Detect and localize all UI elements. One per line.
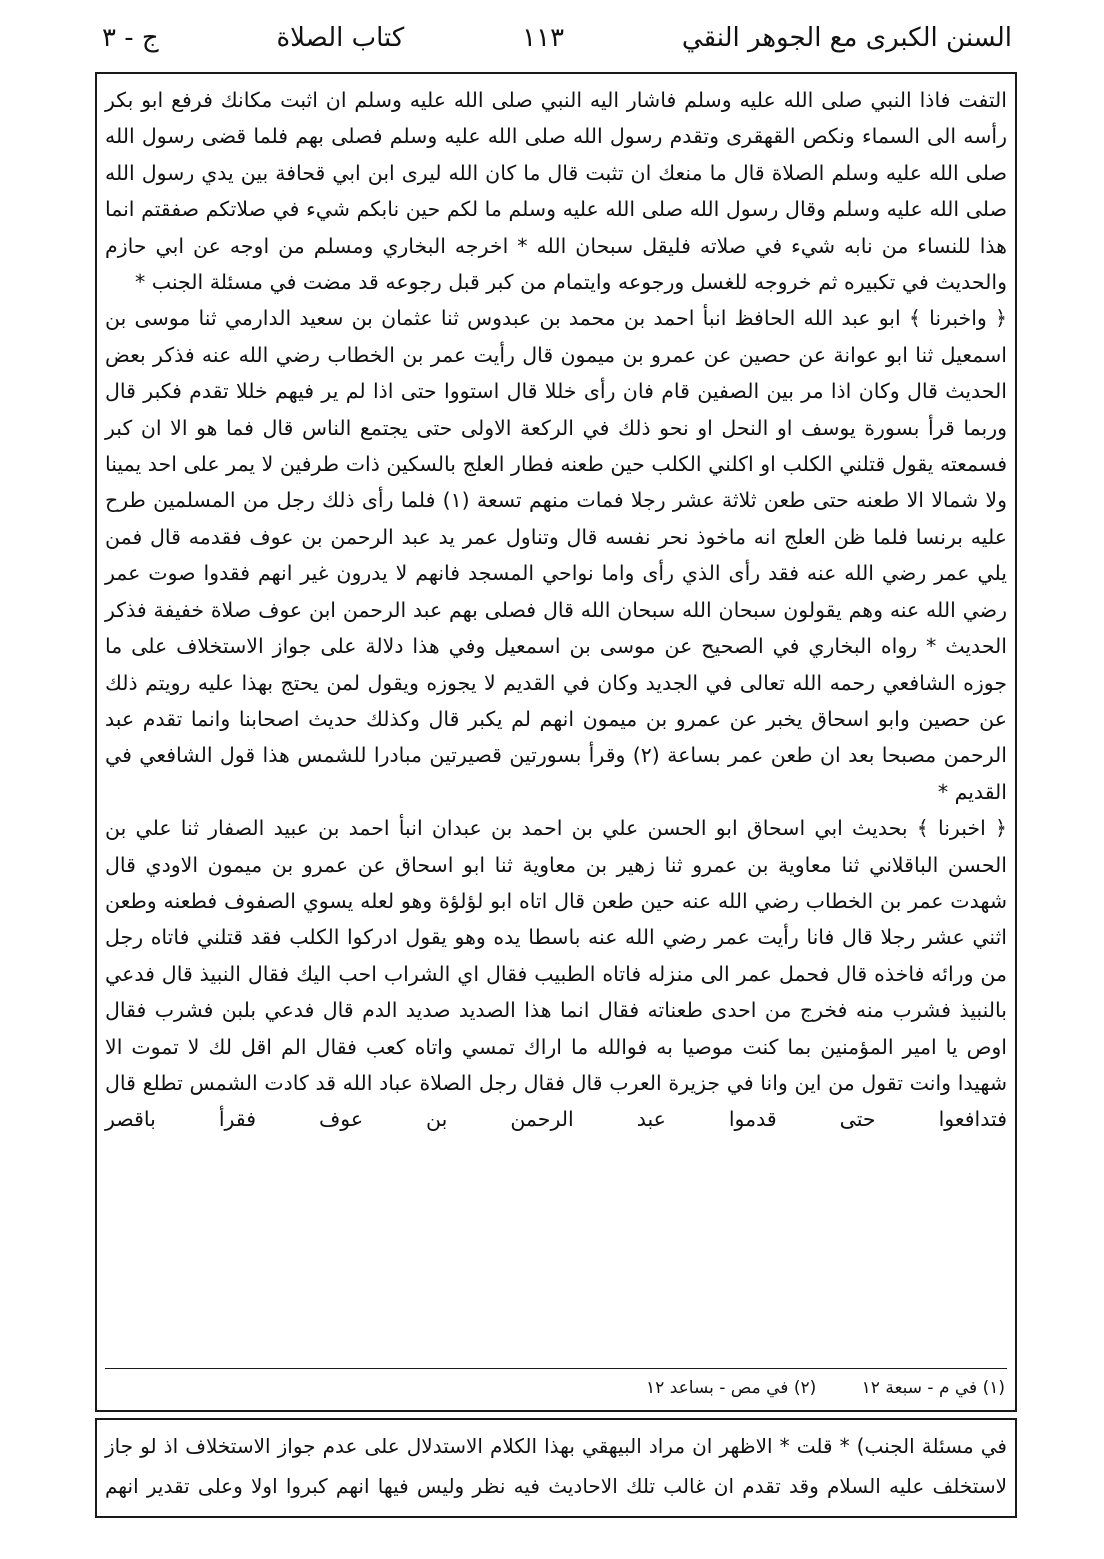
- paragraph: ﴿ واخبرنا ﴾ ابو عبد الله الحافظ انبأ احمد بن محمد بن عبدوس ثنا عثمان بن سعيد الدارمي ثنا موسى بن اسمعيل ثنا ابو عوانة عن حصين عن عمرو بن ميمون قال رأيت عمر بن الخطاب رضي الله عنه فذكر بعض الحديث قال وكان اذا مر بين الصفين قام فان رأى خللا قال استووا حتى اذا لم ير فيهم خللا تقدم فكبر قال وربما قرأ بسورة يوسف او النحل او نحو ذلك في الركعة الاولى حتى يجتمع الناس قال فما هو الا ان كبر فسمعته يقول قتلني الكلب او اكلني الكلب حين طعنه فطار العلج بالسكين ذات طرفين لا يمر على احد يمينا ولا شمالا الا طعنه حتى طعن ثلاثة عشر رجلا فمات منهم تسعة (١) فلما رأى ذلك رجل من المسلمين طرح عليه برنسا فلما ظن العلج انه ماخوذ نحر نفسه قال وتناول عمر يد عبد الرحمن بن عوف فقدمه قال فمن يلي عمر رضي الله عنه فقد رأى الذي رأى واما نواحي المسجد فانهم لا يدرون غير انهم فقدوا صوت عمر رضي الله عنه وهم يقولون سبحان الله سبحان الله قال فصلى بهم عبد الرحمن ابن عوف صلاة خفيفة فذكر الحديث * رواه البخاري في الصحيح عن موسى بن اسمعيل وفي هذا دلالة على جواز الاستخلاف على ما جوزه الشافعي رحمه الله تعالى في الجديد وكان في القديم لا يجوزه ويقول لمن يحتج بهذا عليه رويتم ذلك عن حصين وابو اسحاق يخبر عن عمرو بن ميمون انهم لم يكبر قال وكذلك حديث اصحابنا وانما تقدم عبد الرحمن مصبحا بعد ان طعن عمر بساعة (٢) وقرأ بسورتين قصيرتين مبادرا للشمس هذا قول الشافعي في القديم *: [105, 306, 1007, 804]
- section-title: كتاب الصلاة: [276, 23, 405, 53]
- main-text: [105, 82, 1007, 1138]
- footnote-divider: [105, 1368, 1007, 1369]
- commentary-text: في مسئلة الجنب) * قلت * الاظهر ان مراد البيهقي بهذا الكلام الاستدلال على عدم جواز الاستخلاف اذ لو جاز لاستخلف عليه السلام وقد تقدم ان غالب تلك الاحاديث فيه نظر وليس فيها انهم كبروا اولا وعلى تقدير انهم: [105, 1434, 1007, 1498]
- main-text-frame: [95, 72, 1017, 1412]
- footnote-2: (٢) في مص - بساعد ١٢: [646, 1378, 817, 1398]
- commentary-frame: [95, 1418, 1017, 1518]
- page-number: ١١٣: [522, 23, 565, 53]
- footnote-1: (١) في م - سبعة ١٢: [861, 1378, 1005, 1398]
- paragraph: التفت فاذا النبي صلى الله عليه وسلم فاشار اليه النبي صلى الله عليه وسلم ان اثبت مكانك فرفع ابو بكر رأسه الى السماء ونكص القهقرى وتقدم رسول الله صلى الله عليه وسلم فصلى بهم فلما قضى رسول الله صلى الله عليه وسلم الصلاة قال ما منعك ان تثبت قال ما كان الله ليرى ابن ابي قحافة بين يدي رسول الله صلى الله عليه وسلم وقال رسول الله صلى الله عليه وسلم ما لكم حين نابكم شيء في صلاتكم صفقتم انما هذا للنساء من نابه شيء في صلاته فليقل سبحان الله * اخرجه البخاري ومسلم من اوجه عن ابي حازم والحديث في تكبيره ثم خروجه للغسل ورجوعه وايتمام من كبر قبل رجوعه قد مضت في مسئلة الجنب *: [105, 88, 1007, 295]
- footnotes: [606, 1374, 1005, 1402]
- page-header: [102, 10, 1012, 66]
- paragraph: ﴿ اخبرنا ﴾ بحديث ابي اسحاق ابو الحسن علي بن احمد بن عبدان انبأ احمد بن عبيد الصفار ثنا علي بن الحسن الباقلاني ثنا معاوية بن عمرو ثنا زهير بن معاوية ثنا ابو اسحاق عن عمرو بن ميمون الاودي قال شهدت عمر بن الخطاب رضي الله عنه حين طعن قال اتاه ابو لؤلؤة وهو لعله يسوي الصفوف فطعنه وطعن اثني عشر رجلا قال فانا رأيت عمر رضي الله عنه باسطا يده وهو يقول ادركوا الكلب فقد قتلني فاتاه رجل من ورائه فاخذه قال فحمل عمر الى منزله فاتاه الطبيب فقال اي الشراب احب اليك فقال النبيذ قال فدعي بالنبيذ فشرب منه فخرج من احدى طعناته فقال انما هذا الصديد صديد الدم قال فدعي بلبن فشرب فقال اوص يا امير المؤمنين بما كنت موصيا به فوالله ما اراك تمسي واتاه كعب فقال الم اقل لك لا تموت الا شهيدا وانت تقول من اين وانا في جزيرة العرب قال فقال رجل الصلاة عباد الله قد كادت الشمس تطلع قال فتدافعوا حتى قدموا عبد الرحمن بن عوف فقرأ باقصر: [105, 816, 1007, 1132]
- book-title: السنن الكبرى مع الجوهر النقي: [681, 23, 1012, 53]
- volume-label: ج - ٣: [102, 23, 159, 53]
